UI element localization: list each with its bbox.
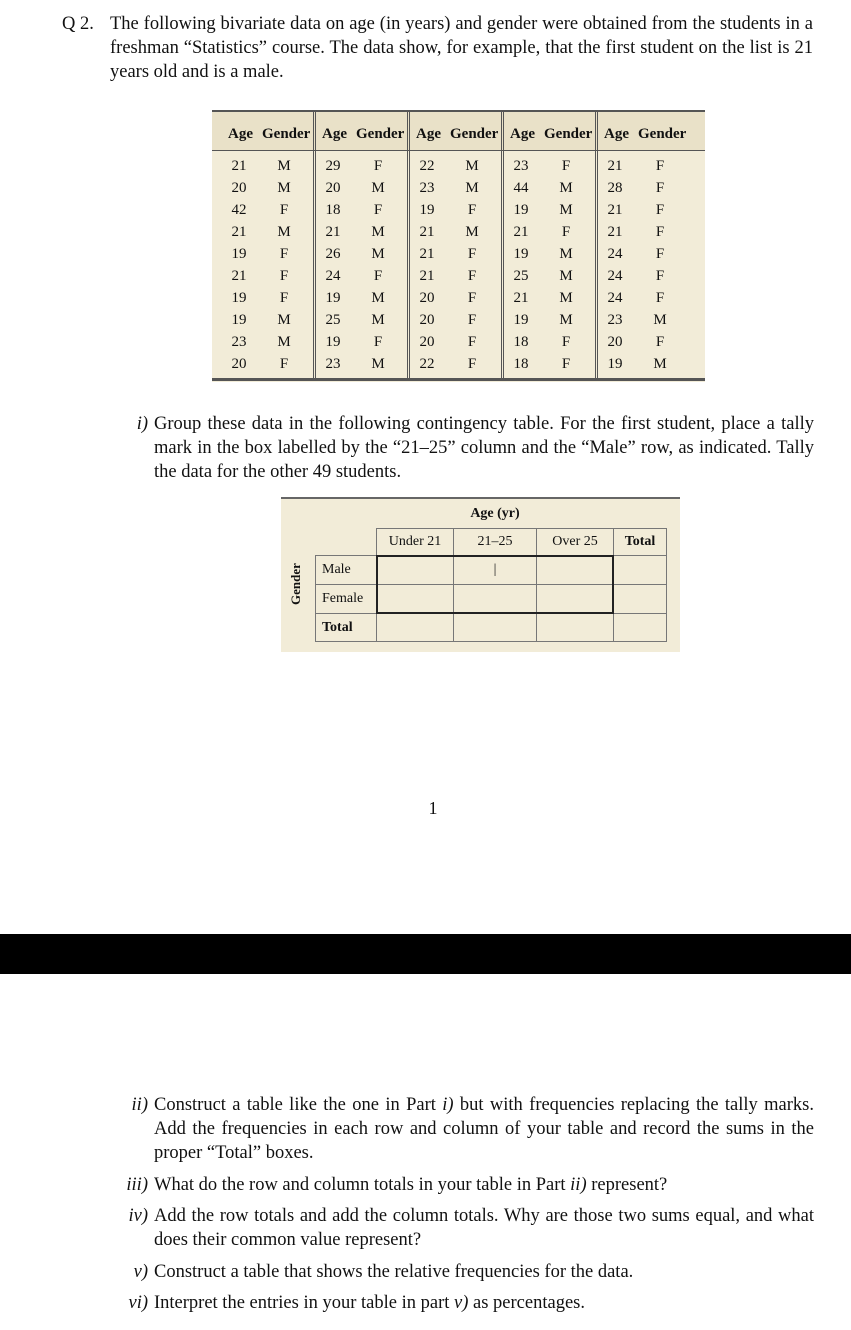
part-vi-label: vi) [128, 1293, 148, 1313]
part-iv-text: Add the row totals and add the column totals. Why are those two sums equal, and what does their common value represent? [154, 1206, 814, 1250]
age-cell: 24 [607, 268, 623, 284]
gender-cell: M [653, 312, 667, 328]
gender-cell: F [279, 202, 289, 218]
gender-cell: F [655, 202, 665, 218]
age-cell: 21 [607, 224, 623, 240]
question-text: The following bivariate data on age (in years) and gender were obtained from the students in a freshman “Statistics” course. The data show, for example, that the first student on the list is 21 years old and is a male. [110, 14, 813, 82]
gender-cell: M [559, 202, 573, 218]
gender-cell: F [373, 268, 383, 284]
count-cell [536, 584, 614, 614]
age-cell: 25 [513, 268, 529, 284]
header-age: Age [604, 126, 629, 142]
part-ii-label: ii) [131, 1095, 148, 1115]
gender-cell: F [467, 312, 477, 328]
gender-label: Gender [288, 563, 303, 605]
gender-cell: F [467, 268, 477, 284]
gender-cell: M [371, 356, 385, 372]
age-cell: 23 [607, 312, 623, 328]
part-ii-text [154, 1093, 814, 1165]
gender-cell: F [279, 356, 289, 372]
gender-cell: M [559, 290, 573, 306]
age-cell: 21 [513, 290, 529, 306]
gender-cell: F [655, 290, 665, 306]
age-cell: 19 [231, 312, 247, 328]
age-gender-data-table [212, 110, 705, 382]
gender-cell: F [467, 202, 477, 218]
part-i-label: i) [136, 414, 148, 434]
gender-cell: M [371, 224, 385, 240]
age-cell: 22 [419, 356, 435, 372]
row-label: Total [315, 613, 377, 642]
part-vi-text-a: Interpret the entries in your table in part [154, 1293, 455, 1313]
age-cell: 24 [607, 290, 623, 306]
age-cell: 20 [231, 356, 247, 372]
age-cell: 20 [419, 334, 435, 350]
count-cell [453, 584, 537, 614]
gender-cell: M [653, 356, 667, 372]
age-cell: 21 [419, 268, 435, 284]
gender-cell: F [561, 158, 571, 174]
age-cell: 19 [513, 312, 529, 328]
age-cell: 25 [325, 312, 341, 328]
data-table-bottom-rule [212, 378, 705, 381]
gender-cell: M [277, 158, 291, 174]
gender-cell: M [559, 312, 573, 328]
gender-cell: F [655, 180, 665, 196]
age-cell: 21 [231, 268, 247, 284]
age-cell: 44 [513, 180, 529, 196]
age-cell: 23 [419, 180, 435, 196]
age-cell: 20 [419, 290, 435, 306]
part-iii-ref: ii) [570, 1175, 587, 1195]
age-cell: 19 [419, 202, 435, 218]
age-cell: 19 [325, 290, 341, 306]
header-gender: Gender [450, 126, 499, 142]
age-cell: 21 [419, 224, 435, 240]
page-number: 1 [428, 798, 438, 818]
gender-cell: F [655, 224, 665, 240]
column-header: Total [613, 528, 667, 556]
gender-cell: M [277, 334, 291, 350]
gender-cell: M [371, 312, 385, 328]
age-cell: 19 [231, 246, 247, 262]
gender-cell: F [655, 158, 665, 174]
age-cell: 21 [325, 224, 341, 240]
age-cell: 19 [325, 334, 341, 350]
count-cell [613, 584, 667, 614]
age-cell: 21 [419, 246, 435, 262]
age-cell: 20 [325, 180, 341, 196]
gender-cell: F [467, 290, 477, 306]
gender-cell: M [559, 246, 573, 262]
header-age: Age [416, 126, 441, 142]
count-cell [613, 613, 667, 642]
part-vi-ref: v) [454, 1293, 469, 1313]
count-cell [376, 555, 454, 585]
part-v-label: v) [133, 1262, 148, 1282]
part-ii-ref: i) [442, 1095, 454, 1115]
gender-cell: F [561, 224, 571, 240]
column-header: Over 25 [536, 528, 614, 556]
page-divider-bar [0, 934, 851, 974]
gender-cell: F [561, 356, 571, 372]
age-header: Age (yr) [470, 506, 520, 521]
row-label: Female [315, 584, 377, 614]
part-iii-text [154, 1173, 814, 1197]
part-vi-text-b: as percentages. [468, 1293, 585, 1313]
gender-cell: F [655, 268, 665, 284]
age-cell: 21 [513, 224, 529, 240]
age-cell: 28 [607, 180, 623, 196]
gender-cell: M [371, 180, 385, 196]
age-cell: 29 [325, 158, 341, 174]
question-number: Q 2. [62, 14, 94, 34]
age-cell: 21 [607, 158, 623, 174]
age-cell: 23 [231, 334, 247, 350]
part-i-text: Group these data in the following contingency table. For the first student, place a tally mark in the box labelled by the “21–25” column and the “Male” row, as indicated. Tally the data for the other 49 students. [154, 414, 814, 482]
age-cell: 24 [325, 268, 341, 284]
header-age: Age [510, 126, 535, 142]
age-cell: 20 [231, 180, 247, 196]
part-iii-text-a: What do the row and column totals in your table in Part [154, 1175, 571, 1195]
gender-cell: F [279, 246, 289, 262]
age-cell: 21 [231, 224, 247, 240]
age-cell: 18 [513, 356, 529, 372]
gender-cell: M [559, 268, 573, 284]
age-cell: 19 [231, 290, 247, 306]
age-cell: 19 [607, 356, 623, 372]
gender-cell: M [371, 290, 385, 306]
part-ii-text-b: but with frequencies replacing the tally marks. Add the frequencies in each row and column of your table and record the sums in the proper “Total” boxes. [154, 1095, 814, 1163]
count-cell [613, 555, 667, 585]
age-cell: 20 [419, 312, 435, 328]
age-cell: 19 [513, 246, 529, 262]
gender-cell: F [373, 202, 383, 218]
gender-cell: M [371, 246, 385, 262]
row-label: Male [315, 555, 377, 585]
gender-cell: M [277, 312, 291, 328]
gender-cell: F [279, 268, 289, 284]
age-cell: 22 [419, 158, 435, 174]
gender-cell: M [559, 180, 573, 196]
age-cell: 19 [513, 202, 529, 218]
part-iii-label: iii) [126, 1175, 148, 1195]
tally-cell: | [453, 555, 537, 585]
count-cell [536, 555, 614, 585]
gender-cell: F [467, 246, 477, 262]
column-header: Under 21 [376, 528, 454, 556]
gender-cell: M [465, 158, 479, 174]
count-cell [453, 613, 537, 642]
gender-cell: F [655, 246, 665, 262]
part-ii-text-a: Construct a table like the one in Part [154, 1095, 443, 1115]
part-v-text: Construct a table that shows the relative frequencies for the data. [154, 1262, 634, 1282]
column-header: 21–25 [453, 528, 537, 556]
header-age: Age [322, 126, 347, 142]
gender-cell: F [373, 158, 383, 174]
part-iv-label: iv) [128, 1206, 148, 1226]
gender-cell: F [467, 356, 477, 372]
gender-cell: F [655, 334, 665, 350]
age-cell: 18 [513, 334, 529, 350]
gender-cell: F [373, 334, 383, 350]
gender-cell: M [465, 180, 479, 196]
age-cell: 24 [607, 246, 623, 262]
gender-cell: F [279, 290, 289, 306]
gender-cell: M [277, 224, 291, 240]
gender-cell: M [465, 224, 479, 240]
gender-cell: M [277, 180, 291, 196]
header-gender: Gender [262, 126, 311, 142]
age-cell: 21 [607, 202, 623, 218]
header-gender: Gender [544, 126, 593, 142]
age-cell: 20 [607, 334, 623, 350]
header-gender: Gender [356, 126, 405, 142]
header-age: Age [228, 126, 253, 142]
part-vi-text [154, 1291, 814, 1315]
gender-cell: F [561, 334, 571, 350]
count-cell [376, 584, 454, 614]
count-cell [376, 613, 454, 642]
gender-cell: F [467, 334, 477, 350]
age-cell: 18 [325, 202, 341, 218]
part-iii-text-b: represent? [586, 1175, 668, 1195]
age-cell: 26 [325, 246, 341, 262]
header-gender: Gender [638, 126, 687, 142]
age-cell: 21 [231, 158, 247, 174]
age-cell: 23 [513, 158, 529, 174]
age-cell: 23 [325, 356, 341, 372]
age-cell: 42 [231, 202, 247, 218]
count-cell [536, 613, 614, 642]
